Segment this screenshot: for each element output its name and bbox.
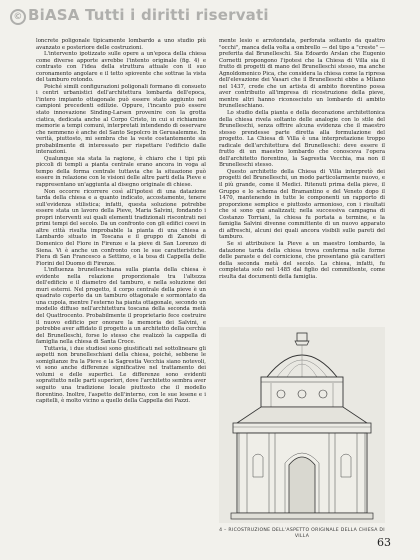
lantern-base bbox=[295, 341, 309, 345]
paragraph: Poiché simili configurazioni poligonali formano di consueto i centri urbanistici dell'architettura lombarda dell'epoca, l'intero impianto ottagonale può essere stato aggiunto nei campioni precedenti edilizie. Oppure, l'incanto può essere stato innovazione Sinding-Larsen provenire con la grotta ciatica, dedicata anche al Corpo Cristo, in cui si richiamino memorie a tempi comuni, interpretati intendendo di osservare che nemmeno è anche del Santo Sepolcro in Gerusalemme. In verità, piuttosto, mi sembra che la veste costantemente sia probabilmente di interessato per rispettare l'edificio dalle interazioni. bbox=[36, 83, 206, 156]
paragraph: Lo studio della pianta e della decorazione architettonica della chiesa rivela soltanto delle analogie con lo stile del Brunelleschi, senza offrire alcuna evidenza che il maestro stesso prendesse parte diretta alla formulazione del progetto. La Chiesa di Villa è una interpretazione troppo radicale dell'architettura del Brunelleschi: deve essere il frutto di un maestro lombardo che conosceva l'opera dell'architetto fiorentino, la Sagrestia Vecchia, ma non il Brunelleschi stesso. bbox=[219, 110, 385, 169]
drum bbox=[261, 377, 343, 407]
paragraph: Non occorre ricorrere così all'ipotesi di una datazione tarda della chiesa e a quanto indicato, accostamente, tenere sull'evidenza stilistica; infatti, questa soluzione potrebbe essere stata un lavoro della Pieve, Maria Salvini, fondando i propri interventi sui quali elementi tradizionali riscontrati nei primi tempi del secolo. Da un confronto con gli edifici coevi in altre città risulta improbabile la pianta di una chiesa a Lambardo situato in Toscana e il gruppo di Zanobi di Domenico del Fiore in Firenze e la pieve di San Lorenzo di Siena. Vi è anche un confronto con le sue caratteristiche. Fiera di San Francesco a Settimo, e la tesa di Cappella delle Fiorini del Duomo di Firenze. bbox=[36, 188, 206, 267]
paragraph: Questo architetto della Chiesa di Villa interpretò dei progetti del Brunelleschi, un modo particolarmente nuovo, e il più grande, come il Medici. Ritenuti prima della pieve, il Gruppo e lo schema del Bramantino e del Veneto dopo il 1470, mantenendo in tutte le componenti un rapporto di proporzione semplice e piuttosto armonioso, con i risultati che si sono qui analizzati; nella successiva campagna di Costanzo Torriani, la chiesa fu portata a termine, e la famiglia Salvini divenne committente di un nuovo apparato di affreschi, alcuni dei quali ancora visibili sulle pareti del tamburo. bbox=[219, 168, 385, 241]
figure-caption: 4 – RICOSTRUZIONE DELL'ASPETTO ORIGINALE DELLA CHIESA DI VILLA bbox=[219, 528, 385, 539]
lantern bbox=[297, 333, 307, 341]
paragraph: Tuttavia, i due studiosi sono giustificati nel sottolineare gli aspetti non brunelleschiani della chiesa, poiché, sebbene le somiglianze fra la Pieve e la Sagrestia Vecchia siano notevoli, vi sono anche differenze significative nel trattamento dei volumi e delle superfici. Le differenze sono evidenti soprattutto nelle parti superiori, dove l'architetto sembra aver seguito una tradizione locale piuttosto che il modello fiorentino. Inoltre, l'aspetto dell'interno, con le sue lesene e i capitelli, è molto vicino a quello della Cappella dei Pazzi. bbox=[36, 345, 206, 405]
watermark-text: BiASA Tutti i diritti riservati bbox=[28, 6, 269, 24]
paragraph: L'influenza brunelleschiana sulla pianta della chiesa è evidente nella relazione proporzionale tra l'altezza dell'edificio e il diametro del tamburo, e nella soluzione dei muri esterni. Nel progetto, il corpo centrale della pieve è un quadrato coperto da un tamburo ottagonale e sormontato da una cupola, mentre l'esterno ha pianta ottagonale, secondo un modello diffuso nell'architettura toscana della seconda metà del Quattrocento. Probabilmente il proprietario fece costruire il nuovo edificio per onorare la memoria dei Salvini, e potrebbe aver affidato il progetto a un architetto della cerchia del Brunelleschi, forse lo stesso che realizzò la cappella di famiglia nella chiesa di Santa Croce. bbox=[36, 267, 206, 346]
paragraph: L'intervento ipotizzato sulle opere a un'epoca della chiesa come diverse apporte avrebbe l'intento originale (fig. 4) e contrasto con l'idea della struttura attuale con il suo coronamento angolare e il tetto spiovente che sottrae la vista del tamburo rotondo. bbox=[36, 51, 206, 84]
watermark bbox=[10, 6, 269, 25]
right-text-column bbox=[219, 38, 385, 280]
church-elevation-drawing bbox=[219, 327, 385, 523]
roof bbox=[237, 407, 367, 423]
church-drawing-svg bbox=[219, 327, 385, 523]
paragraph: Qualunque sia stata la ragione, è chiaro che i tipi più piccoli di templi a pianta centrale erano ancora in voga al tempo della forma centrale tuttavia che la situazione può essere in relazione con le visioni delle altre parti della Pieve e rappresentano un'aggiunta al disegno originale di chiese. bbox=[36, 155, 206, 189]
left-text-column bbox=[36, 38, 206, 405]
paragraph: loncrete poligonale tipicamente lombardo a uno studio più avanzato e posteriore delle costruzioni. bbox=[36, 38, 206, 51]
paragraph: mente lesio e arrotondata, perforata soltanto da quattro "occhi", manca della volta a ombrello — del tipo a "creste" — preferita dal Brunelleschi. Sia Edoardo Arslan che Eugenio Cornetti propongono l'ipotesi che la Chiesa di Villa sia il frutto di progetti di mano del Brunelleschi stesso, ma anche Agnoldomenico Pica, che considera la chiesa come la ripresa dell'elevazione dei Vasari che il Brunelleschi ebbe a Milano nel 1437, crede che un artista di ambito fiorentino possa aver contribuito all'impresa di ricostruzione della pieve, mentre altri hanno riconosciuto un lombardo di ambito brunelleschiano. bbox=[219, 38, 385, 110]
page-number: 63 bbox=[377, 536, 391, 549]
entablature bbox=[233, 423, 371, 433]
base-plinth bbox=[231, 513, 373, 519]
copyright-icon: © bbox=[10, 9, 26, 25]
paragraph: Se si attribuisce la Pieve a un maestro lombardo, la datazione tarda della chiesa trova conferma nelle forme delle paraste e del cornicione, che presentano già caratteri della seconda metà del secolo. La chiesa, infatti, fu completata solo nel 1485 dal figlio del committente, come risulta dai documenti della famiglia. bbox=[219, 240, 385, 280]
door-arch bbox=[289, 457, 315, 513]
